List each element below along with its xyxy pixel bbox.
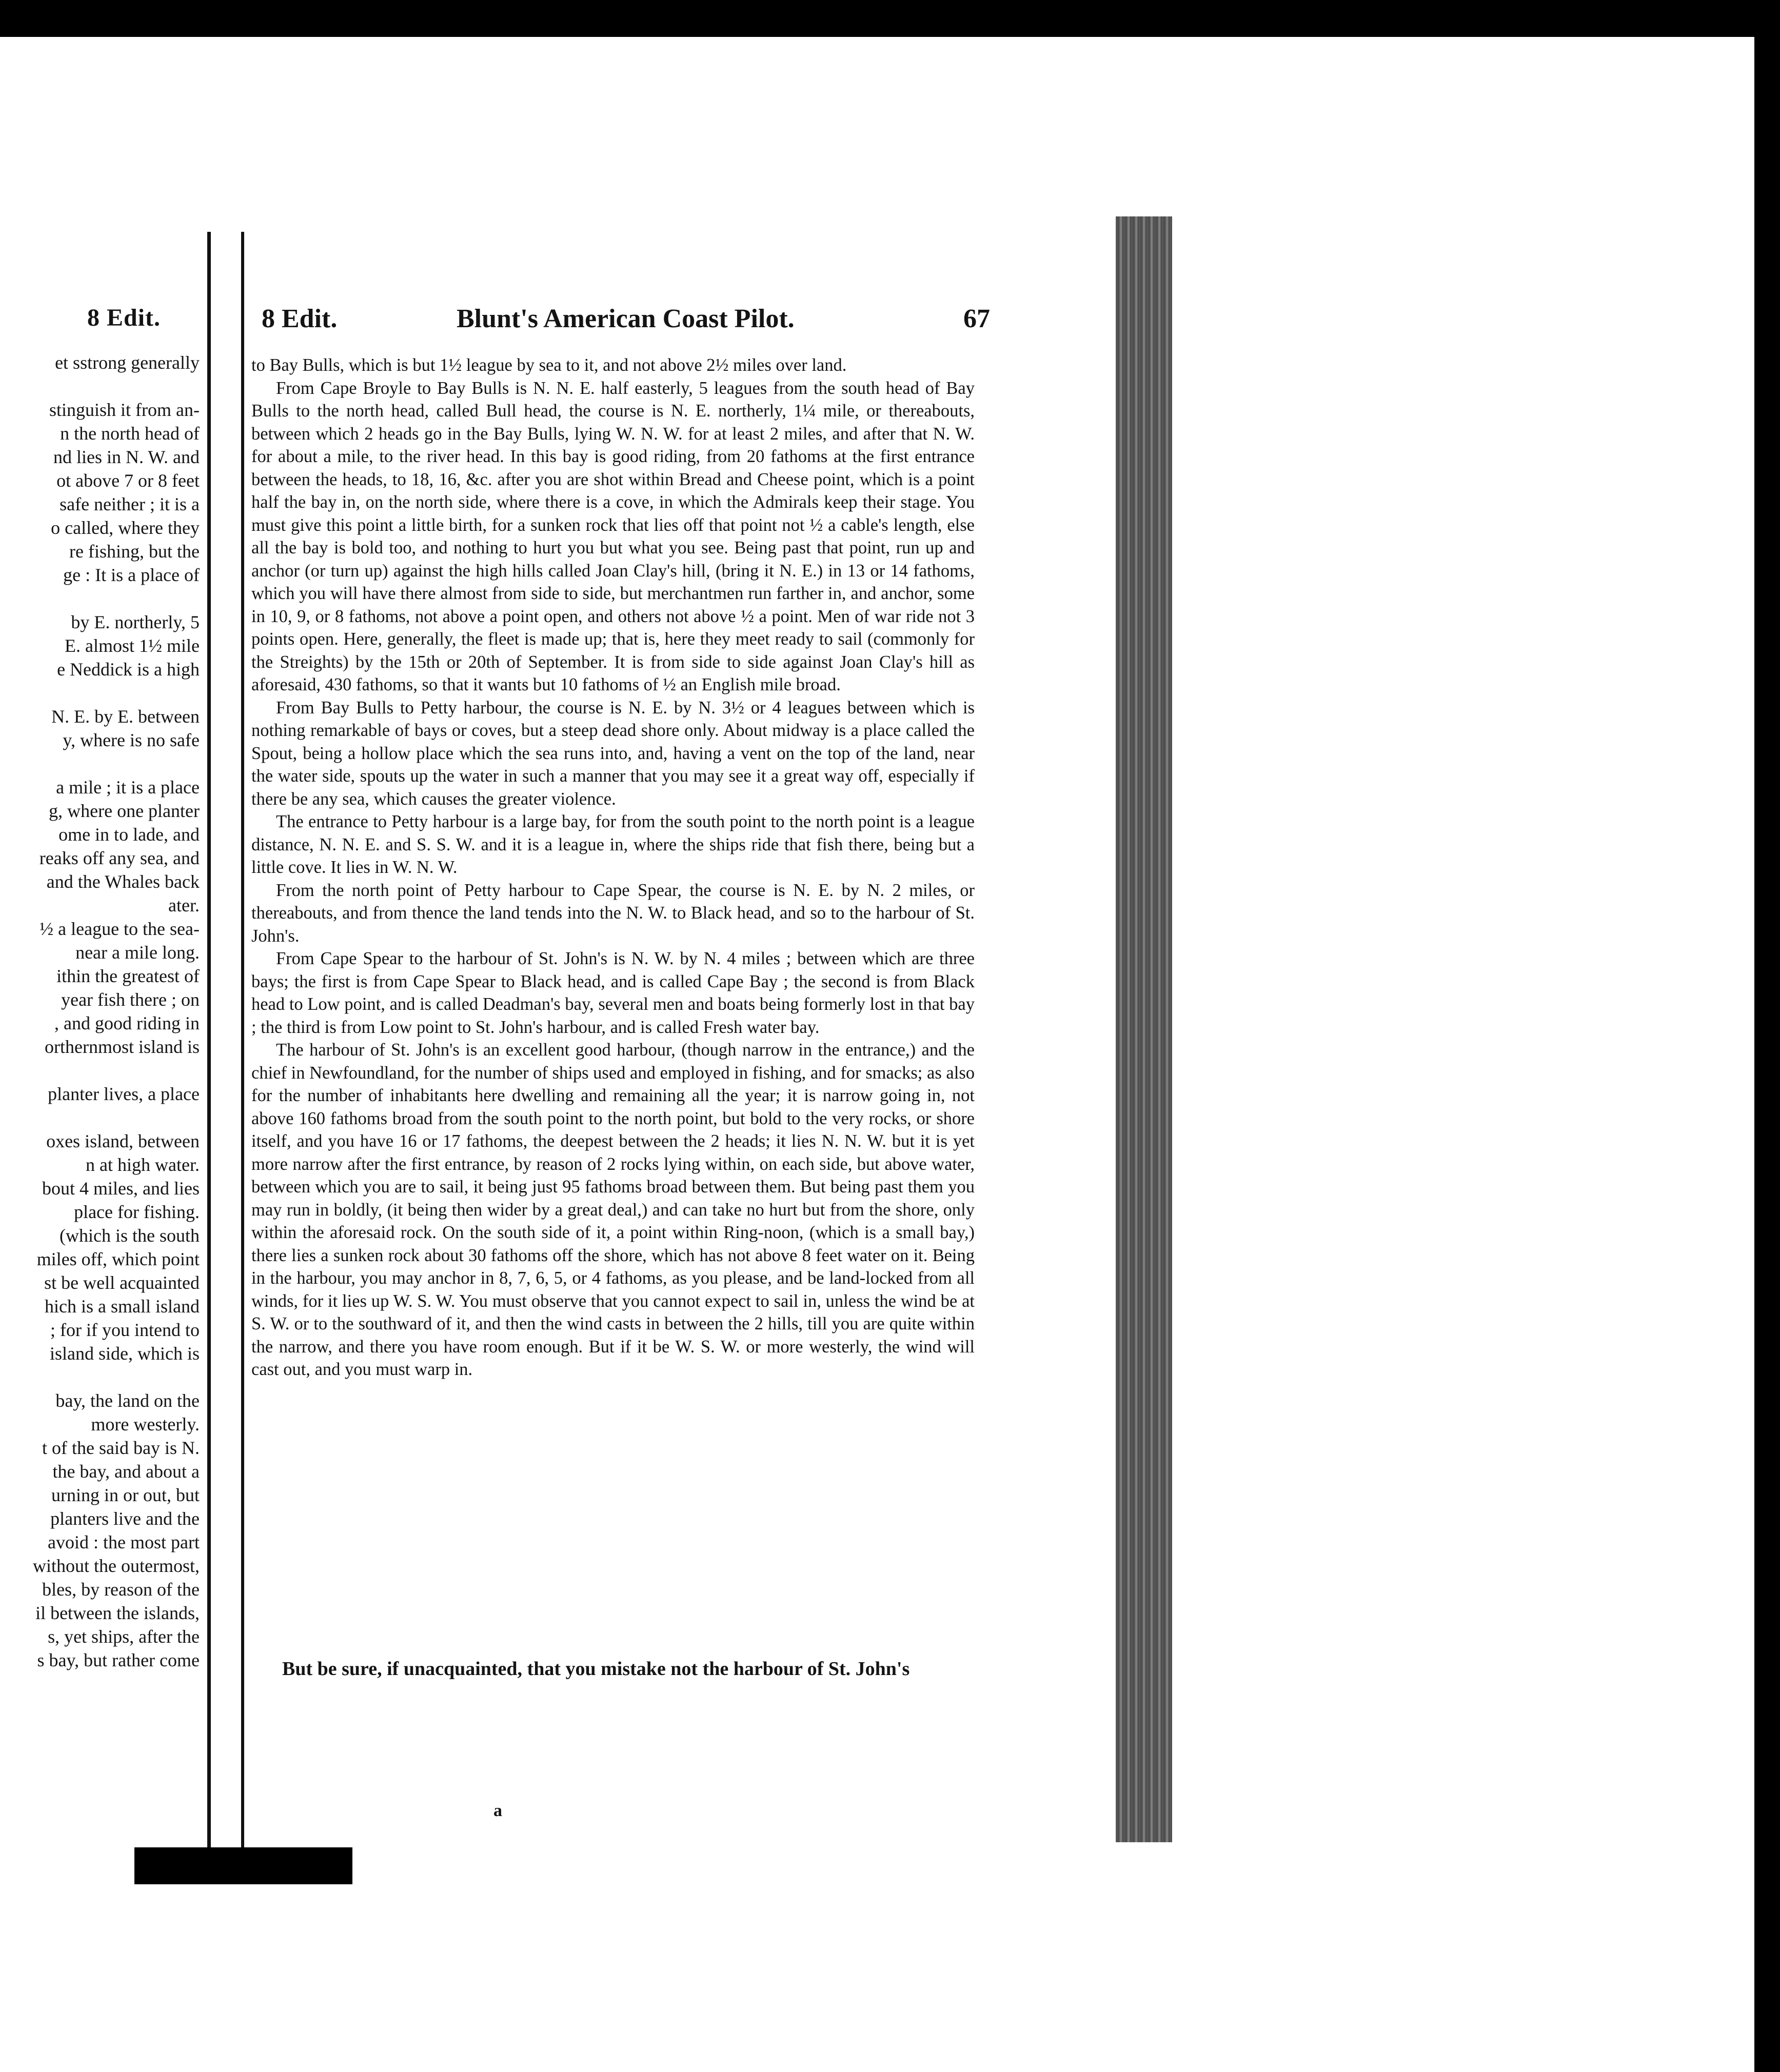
running-title: Blunt's American Coast Pilot. [457,304,795,333]
left-page-line: and the Whales back [46,871,200,892]
left-page-line: E. almost 1½ mile [65,635,200,656]
left-page-line: n at high water. [86,1154,200,1175]
paragraph: The harbour of St. John's is an excellent good harbour, (though narrow in the entrance,) and the chief in Newfoundland, for the number of ships used and employed in fishing, and for smacks; as also for the number of inhabitants here dwelling and remaining all the year; it is narrow going in, not above 160 fathoms broad from the south point to the north point, but bold to the very rocks, or shore itself, and you have 16 or 17 fathoms, the deepest between the 2 heads; it lies N. N. W. but it is yet more narrow after the first entrance, by reason of 2 rocks lying within, on each side, but above water, between which you are to sail, it being just 95 fathoms broad between them. But being past them you may run in boldly, (it being then wider by a great deal,) and can take no hurt but from the shore, only within the aforesaid rock. On the south side of it, a point within Ring-noon, (which is a small bay,) there lies a sunken rock about 30 fathoms off the shore, which has not above 8 feet water on it. Being in the harbour, you may anchor in 8, 7, 6, 5, or 4 fathoms, as you please, and be land-locked from all winds, for it lies up W. S. W. You must observe that you cannot expect to sail in, unless the wind be at S. W. or to the southward of it, and then the wind casts in between the 2 hills, till you are quite within the narrow, and there you have room enough. But if it be W. S. W. or more westerly, the wind will cast out, and you must warp in. [251,1040,975,1379]
left-page-line: ot above 7 or 8 feet [56,470,200,491]
left-page-line: more westerly. [91,1414,200,1435]
paragraph: From the north point of Petty harbour to Cape Spear, the course is N. E. by N. 2 miles, or thereabouts, and from thence the land tends into the N. W. to Black head, and so to the harbour of St. John's. [251,880,975,946]
left-page-line: N. E. by E. between [51,706,200,727]
left-page-line: reaks off any sea, and [39,848,200,868]
left-page-line: hich is a small island [45,1296,200,1317]
left-page-line [0,1059,200,1082]
closing-line: But be sure, if unacquainted, that you mistake not the harbour of St. John's [282,1658,910,1680]
left-page-line: re fishing, but the [69,541,200,562]
left-page-line: (which is the south [60,1225,200,1246]
paragraph: From Bay Bulls to Petty harbour, the course is N. E. by N. 3½ or 4 leagues between which is nothing remarkable of bays or coves, but a steep dead shore only. About midway is a place called the Spout, being a hollow place which the sea runs into, and, having a vent on the top of the land, near the water side, spouts up the water in such a manner that you may see it a great way off, especially if there be any sea, which causes the greater violence. [251,698,975,809]
left-page-line: year fish there ; on [61,989,200,1010]
left-page-line: planters live and the [50,1508,200,1529]
left-page-line: bay, the land on the [55,1390,200,1411]
left-page-line: t of the said bay is N. [42,1438,200,1458]
left-page-line [0,752,200,775]
edition-label: 8 Edit. [262,304,338,333]
left-page-line: o called, where they [51,517,200,538]
left-page-line: safe neither ; it is a [60,494,200,514]
left-page-line: stinguish it from an- [49,400,200,420]
left-page-line: without the outermost, [33,1556,200,1576]
left-page-line: , and good riding in [54,1013,200,1033]
left-page-line [0,1365,200,1389]
running-header [251,304,990,340]
paragraph: From Cape Spear to the harbour of St. John's is N. W. by N. 4 miles ; between which are three bays; the first is from Cape Spear to Black head, and is called Cape Bay ; the second is from Black head to Low point, and is called Deadman's bay, several men and boats being formerly lost in that bay ; the third is from Low point to St. John's harbour, and is called Fresh water bay. [251,949,975,1037]
left-page-line: il between the islands, [35,1603,200,1623]
left-page-line: et sstrong generally [55,352,200,373]
body-text [251,354,975,1381]
left-page-line: the bay, and about a [52,1461,200,1482]
left-page-line: island side, which is [50,1343,200,1364]
left-page-line: y, where is no safe [63,730,200,750]
left-page-header: 8 Edit. [87,304,161,331]
left-page-line [0,1106,200,1129]
left-page-line: ome in to lade, and [58,824,200,845]
left-page-line [0,681,200,705]
left-page-line: ithin the greatest of [56,966,200,986]
left-page-line: n the north head of [60,423,200,444]
left-page-line: ge : It is a place of [63,565,200,585]
left-page-fragment [0,37,203,1904]
left-page-text [0,351,200,1672]
left-page-line: urning in or out, but [51,1485,200,1505]
left-page-line: ½ a league to the sea- [39,919,200,939]
left-page-line: s bay, but rather come [37,1650,200,1670]
redaction-bar [134,1847,352,1884]
paragraph: From Cape Broyle to Bay Bulls is N. N. E. half easterly, 5 leagues from the south head of Bay Bulls to the north head, called Bull head, the course is N. E. northerly, 1¼ mile, or thereabouts, between which 2 heads go in the Bay Bulls, lying W. N. W. for at least 2 miles, and after that N. W. for about a mile, to the river head. In this bay is good riding, from 20 fathoms at the first entrance between the heads, to 18, 16, &c. after you are shot within Bread and Cheese point, which is a point half the bay in, on the north side, where there is a cove, in which the Admirals keep their stage. You must give this point a little birth, for a sunken rock that lies off that point not ½ a cable's length, else all the bay is bold too, and nothing to hurt you but what you see. Being past that point, run up and anchor (or turn up) against the high hills called Joan Clay's hill, (bring it N. E.) in 13 or 14 fathoms, which you will have there almost from side to side, but merchantmen run farther in, and anchor, some in 10, 9, or 8 fathoms, not above a point open, and others not above ½ a point. Men of war ride not 3 points open. Here, generally, the fleet is made up; that is, here they meet ready to sail (commonly for the Streights) by the 15th or 20th of September. It is from side to side against Joan Clay's hill as aforesaid, 430 fathoms, so that it wants but 10 fathoms of ½ an English mile broad. [251,378,975,694]
left-page-line: a mile ; it is a place [56,777,200,798]
left-page-line: s, yet ships, after the [48,1626,200,1647]
left-page-line: orthernmost island is [45,1037,200,1057]
left-page-line [0,374,200,398]
left-page-line: g, where one planter [49,801,200,821]
left-page-line: near a mile long. [75,942,200,963]
gutter-rule-left [207,232,211,1868]
left-page-line: miles off, which point [36,1249,200,1269]
signature-mark: a [493,1801,502,1820]
left-page-line: ater. [168,895,200,915]
left-page-line: bles, by reason of the [42,1579,200,1600]
left-page-line: avoid : the most part [48,1532,200,1552]
left-page-line: planter lives, a place [48,1084,200,1104]
left-page-line: by E. northerly, 5 [71,612,200,632]
page-edge-shadow [1116,216,1172,1842]
left-page-line: place for fishing. [74,1202,200,1222]
page-number: 67 [963,304,990,333]
left-page-line: nd lies in N. W. and [53,447,200,467]
left-page-line [0,587,200,610]
paragraph: The entrance to Petty harbour is a large bay, for from the south point to the north point is a league distance, N. N. E. and S. S. W. and it is a league in, where the ships ride that fish there, being but a little cove. It lies in W. N. W. [251,812,975,877]
right-page [241,216,1123,1842]
left-page-line: oxes island, between [46,1131,200,1151]
left-page-line: bout 4 miles, and lies [42,1178,200,1199]
left-page-line: ; for if you intend to [50,1320,200,1340]
left-page-line: st be well acquainted [44,1272,200,1293]
scan-top-border [0,0,1780,37]
left-page-line: e Neddick is a high [57,659,200,680]
paragraph: to Bay Bulls, which is but 1½ league by sea to it, and not above 2½ miles over land. [251,355,847,375]
scanned-spread [0,37,1754,2072]
scan-right-border [1754,0,1780,2072]
